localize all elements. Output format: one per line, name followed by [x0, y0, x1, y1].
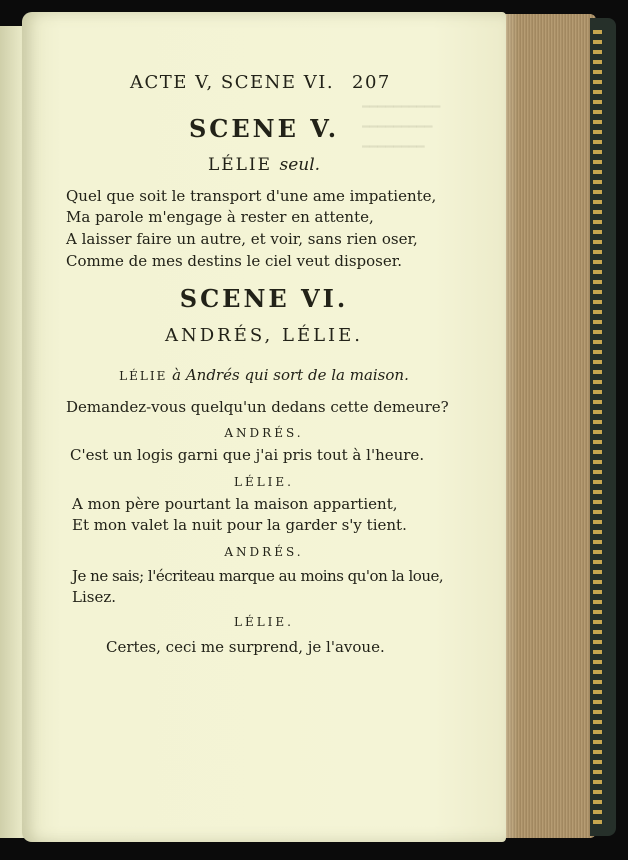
- scene-heading: SCENE VI.: [179, 284, 349, 313]
- verse-line: Demandez-vous quelqu'un dedans cette demeure?: [66, 398, 449, 416]
- verse-line: A laisser faire un autre, et voir, sans rien oser,: [66, 230, 418, 248]
- speaker-name: ANDRÉS.: [224, 545, 304, 559]
- bleed-through-texture: ━━━━━━━━━━: [362, 100, 441, 115]
- verse-line: Quel que soit le transport d'une ame impatiente,: [66, 187, 437, 205]
- verse-line: C'est un logis garni que j'ai pris tout à l'heure.: [70, 446, 425, 464]
- verse-line: Comme de mes destins le ciel veut disposer.: [66, 252, 403, 270]
- verse-line: Ma parole m'engage à rester en attente,: [66, 208, 374, 226]
- speaker-name: LÉLIE.: [233, 615, 294, 629]
- scene-character-line: [22, 155, 506, 175]
- scene-heading: SCENE V.: [188, 114, 340, 143]
- verse-line: Certes, ceci me surprend, je l'avoue.: [106, 638, 385, 656]
- book-page: [22, 12, 506, 842]
- stage-direction-line: [22, 366, 506, 384]
- stage-direction: seul.: [279, 155, 321, 175]
- bleed-through-texture: ━━━━━━━━: [362, 140, 425, 155]
- verse-line: A mon père pourtant la maison appartient,: [72, 495, 398, 513]
- speaker-name: ANDRÉS.: [224, 426, 304, 440]
- stage-direction: à Andrés qui sort de la maison.: [172, 366, 409, 384]
- speaker-name: LÉLIE: [119, 369, 168, 383]
- verse-line: Je ne sais; l'écriteau marque au moins qu'on la loue,: [72, 567, 444, 585]
- verse-line: Lisez.: [72, 588, 117, 606]
- speaker-name: LÉLIE: [207, 155, 273, 175]
- running-head-title: ACTE V, SCENE VI.: [130, 72, 335, 93]
- cover-gilt-border: [593, 30, 602, 826]
- speaker-name: LÉLIE.: [233, 475, 294, 489]
- scene-characters: ANDRÉS, LÉLIE.: [164, 325, 364, 346]
- page-number: 207: [352, 72, 391, 93]
- bleed-through-texture: ━━━━━━━━━: [362, 120, 433, 135]
- verse-line: Et mon valet la nuit pour la garder s'y tient.: [72, 516, 407, 534]
